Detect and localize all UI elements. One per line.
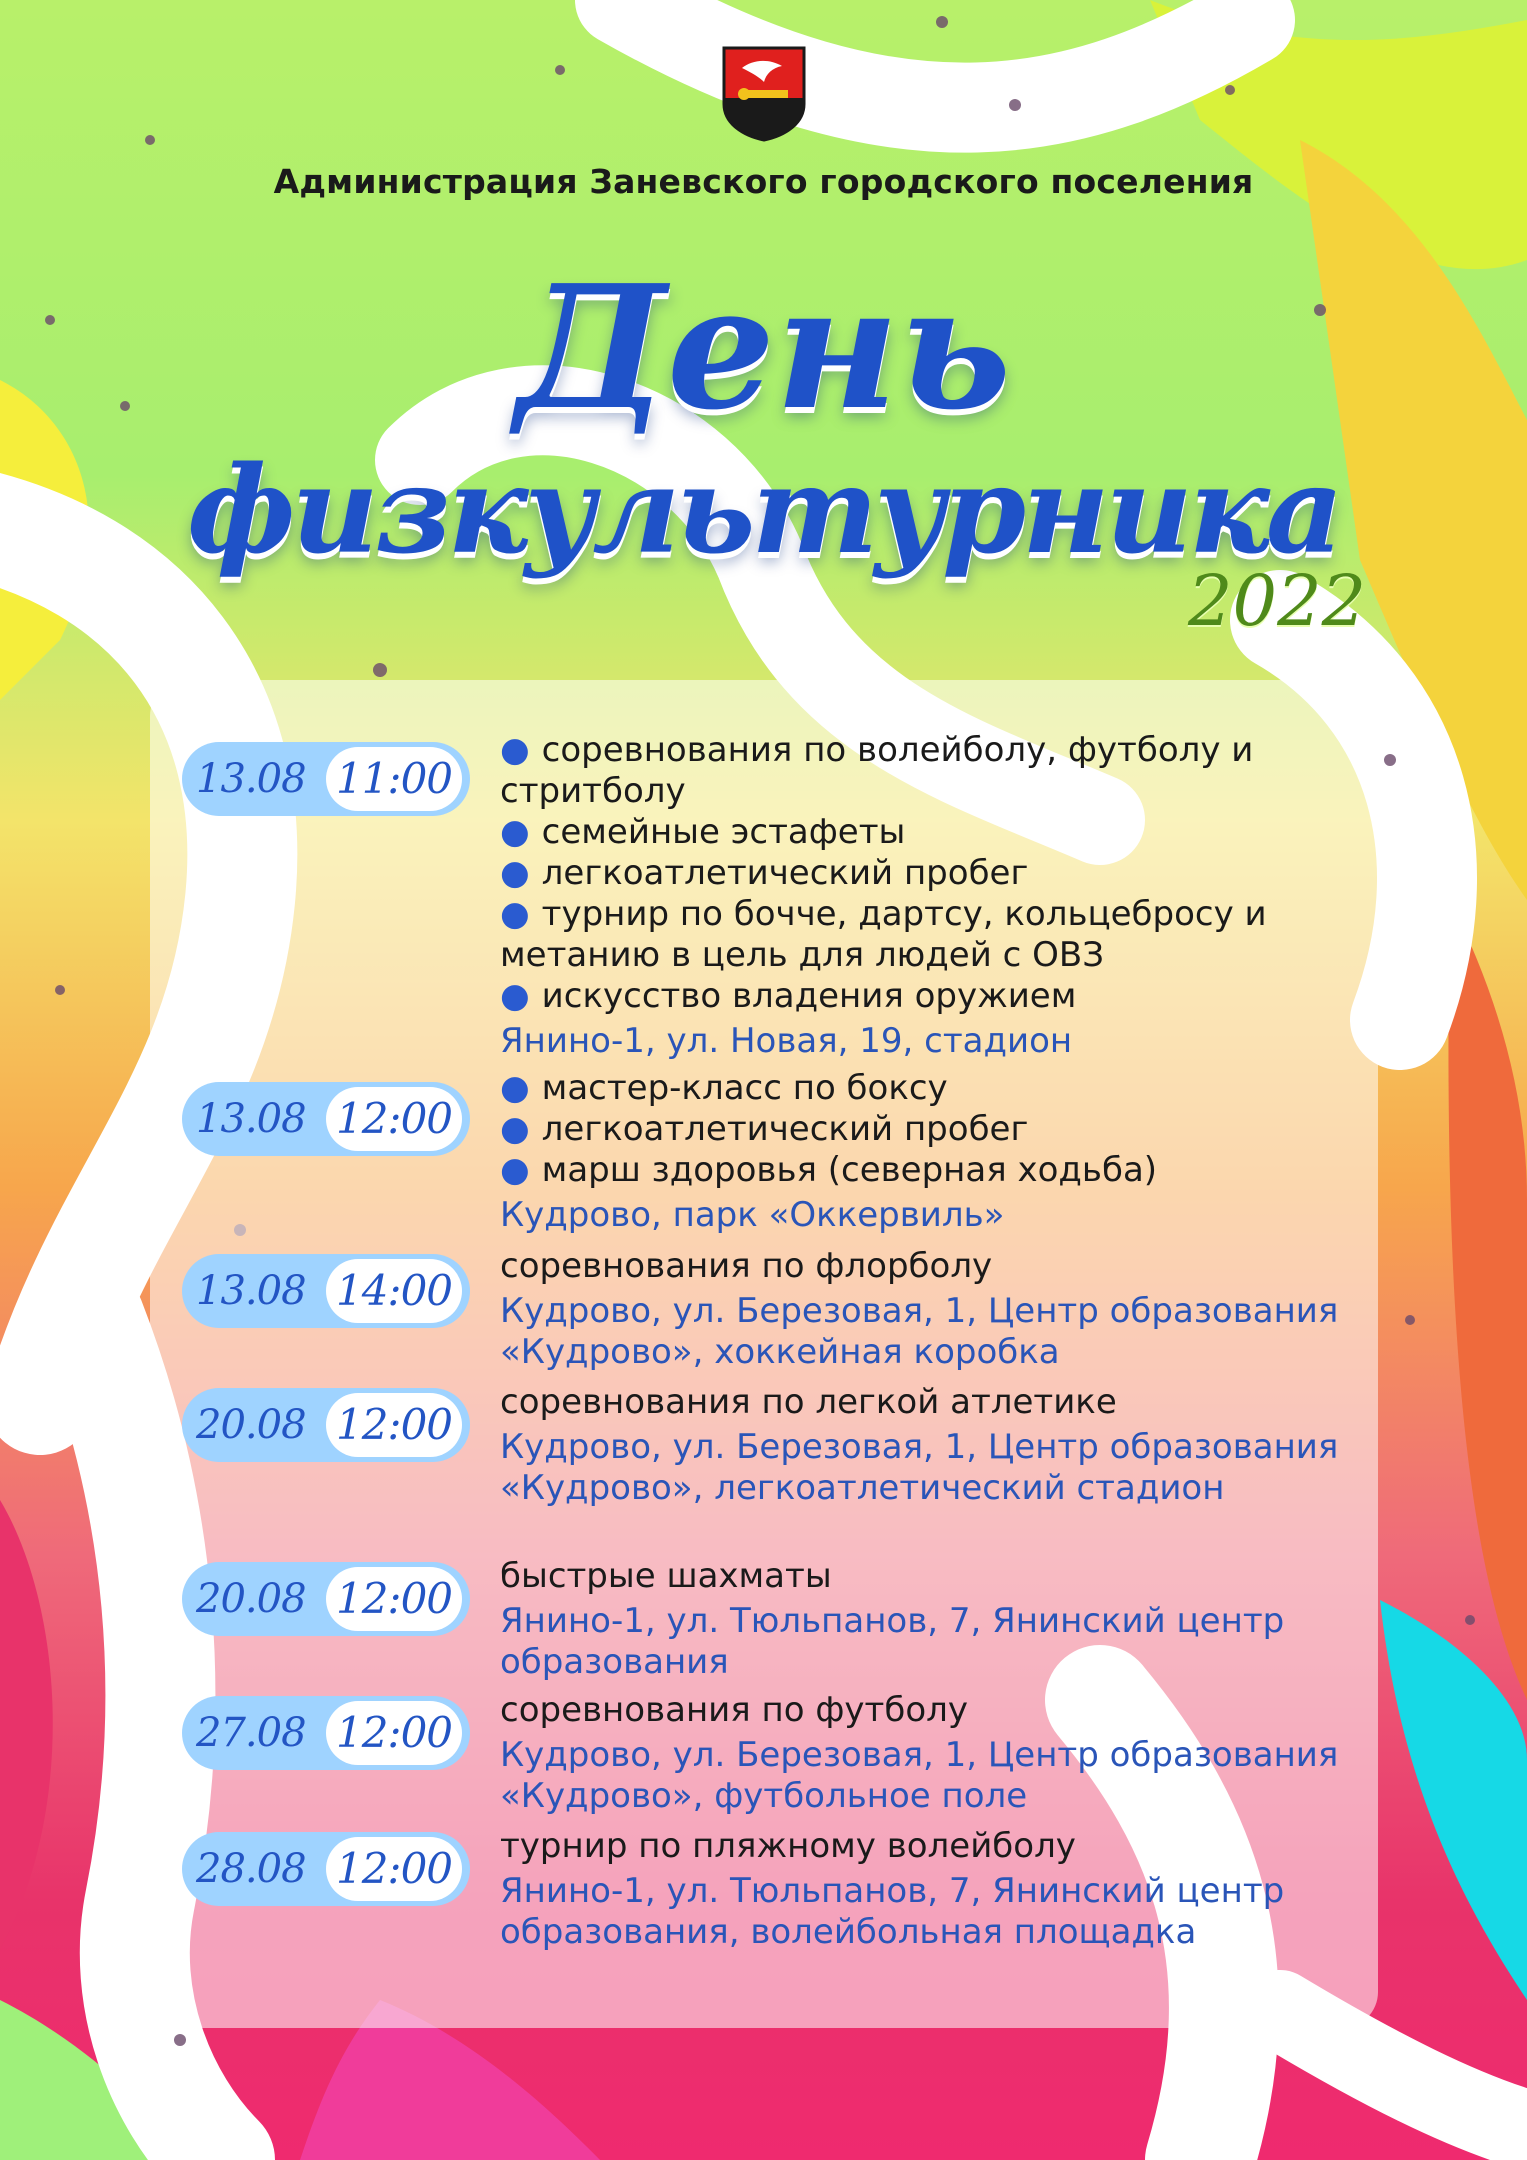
title-year: 2022 (1188, 560, 1367, 642)
event-location: Янино-1, ул. Тюльпанов, 7, Янинский центр образования, волейбольная площадка (500, 1871, 1285, 1952)
event-date: 13.08 (196, 756, 306, 802)
administration-name: Администрация Заневского городского поселения (273, 162, 1254, 201)
bullet-icon: ● (500, 1109, 530, 1149)
event-item: ● легкоатлетический пробег (500, 1109, 1029, 1149)
bullet-icon: ● (500, 812, 530, 852)
event-location: Кудрово, ул. Березовая, 1, Центр образования «Кудрово», легкоатлетический стадион (500, 1427, 1339, 1508)
event-time: 14:00 (326, 1259, 462, 1323)
bullet-icon: ● (500, 730, 530, 770)
event-item: ● мастер-класс по боксу (500, 1068, 948, 1108)
event-location: Кудрово, парк «Оккервиль» (500, 1195, 1005, 1235)
event-title: соревнования по легкой атлетике (500, 1382, 1117, 1422)
event-time: 12:00 (326, 1837, 462, 1901)
bullet-icon: ● (500, 1150, 530, 1190)
datetime-pill (182, 742, 470, 816)
event-item: ● турнир по бочче, дартсу, кольцебросу и метанию в цель для людей с ОВЗ (500, 894, 1267, 975)
event-date: 13.08 (196, 1268, 306, 1314)
datetime-pill (182, 1082, 470, 1156)
event-item: ● семейные эстафеты (500, 812, 906, 852)
event-details (500, 1246, 1380, 1373)
bullet-icon: ● (500, 1068, 530, 1108)
event-location: Кудрово, ул. Березовая, 1, Центр образования «Кудрово», хоккейная коробка (500, 1291, 1339, 1372)
bullet-icon: ● (500, 853, 530, 893)
event-date: 20.08 (196, 1402, 306, 1448)
title-day: День (515, 248, 1012, 448)
event-details (500, 1556, 1380, 1683)
datetime-pill (182, 1696, 470, 1770)
event-time: 12:00 (326, 1701, 462, 1765)
event-details (500, 730, 1380, 1062)
event-details (500, 1068, 1380, 1236)
event-date: 20.08 (196, 1576, 306, 1622)
event-details (500, 1826, 1380, 1953)
datetime-pill (182, 1832, 470, 1906)
bullet-icon: ● (500, 894, 530, 934)
event-title: соревнования по флорболу (500, 1246, 993, 1286)
event-location: Янино-1, ул. Новая, 19, стадион (500, 1021, 1073, 1061)
event-details (500, 1690, 1380, 1817)
event-item: ● соревнования по волейболу, футболу и стритболу (500, 730, 1254, 811)
event-date: 27.08 (196, 1710, 306, 1756)
event-location: Кудрово, ул. Березовая, 1, Центр образования «Кудрово», футбольное поле (500, 1735, 1339, 1816)
event-time: 12:00 (326, 1393, 462, 1457)
event-time: 11:00 (326, 747, 462, 811)
event-item: ● легкоатлетический пробег (500, 853, 1029, 893)
event-date: 13.08 (196, 1096, 306, 1142)
event-item: ● искусство владения оружием (500, 976, 1077, 1016)
title-physical-culture: физкультурника (187, 440, 1340, 581)
bullet-icon: ● (500, 976, 530, 1016)
event-details (500, 1382, 1380, 1509)
event-title: турнир по пляжному волейболу (500, 1826, 1076, 1866)
datetime-pill (182, 1254, 470, 1328)
event-date: 28.08 (196, 1846, 306, 1892)
event-time: 12:00 (326, 1087, 462, 1151)
datetime-pill (182, 1388, 470, 1462)
datetime-pill (182, 1562, 470, 1636)
coat-of-arms-emblem (722, 46, 806, 142)
event-time: 12:00 (326, 1567, 462, 1631)
event-item: ● марш здоровья (северная ходьба) (500, 1150, 1158, 1190)
event-location: Янино-1, ул. Тюльпанов, 7, Янинский центр образования (500, 1601, 1285, 1682)
event-title: быстрые шахматы (500, 1556, 832, 1596)
event-title: соревнования по футболу (500, 1690, 968, 1730)
